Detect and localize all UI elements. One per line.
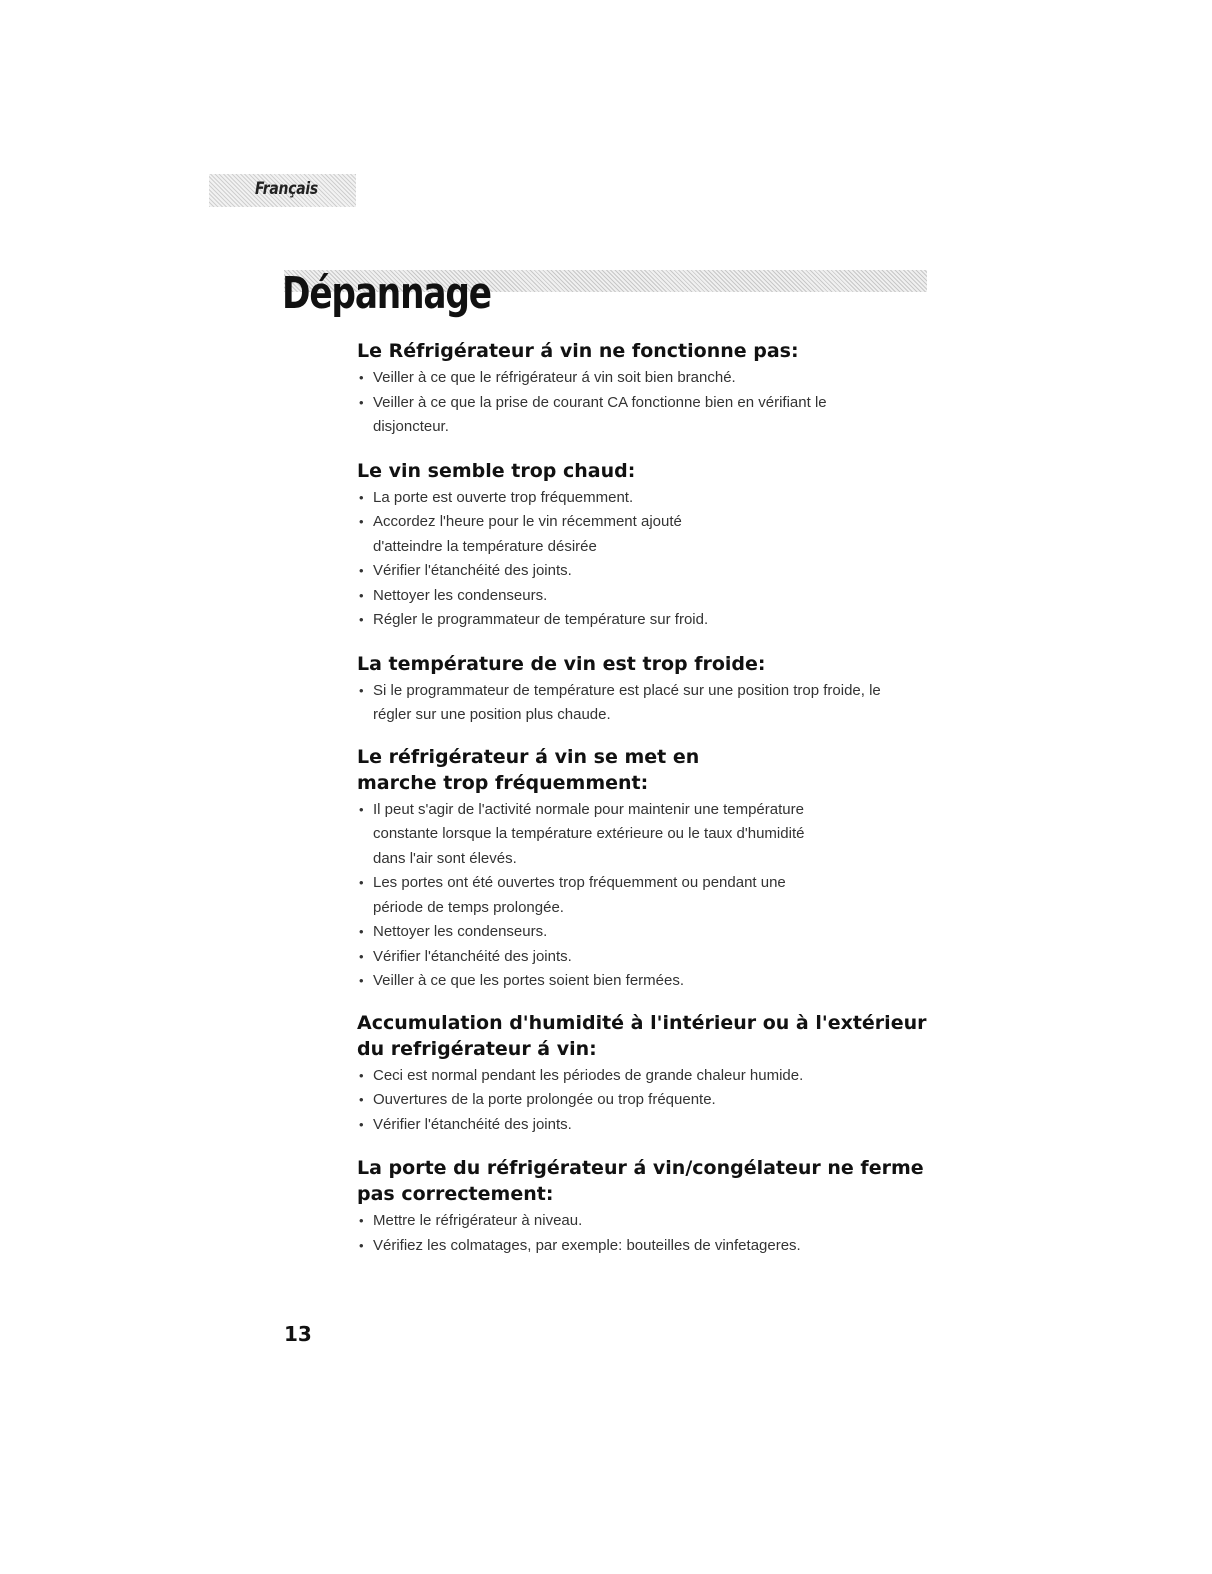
list-item: • Vérifier l'étanchéité des joints. xyxy=(357,1113,937,1138)
section-heading: Accumulation d'humidité à l'intérieur ou à l'extérieur du refrigérateur á vin: xyxy=(357,1011,927,1060)
section-heading: La porte du réfrigérateur á vin/congélateur ne ferme pas correctement: xyxy=(357,1157,924,1205)
section-humidity xyxy=(357,1010,937,1138)
page-number: 13 xyxy=(284,1322,312,1346)
list-item: • Vérifier l'étanchéité des joints. xyxy=(357,559,937,584)
troubleshooting-content xyxy=(357,338,937,1258)
list-item: • Nettoyer les condenseurs. xyxy=(357,584,937,609)
list-item: • Vérifier l'étanchéité des joints. xyxy=(357,945,937,970)
bullet-list xyxy=(357,366,937,440)
language-tab-label: Français xyxy=(255,179,318,199)
bullet-list xyxy=(357,679,937,728)
bullet-list xyxy=(357,1209,937,1258)
list-item: • Régler le programmateur de température sur froid. xyxy=(357,608,937,633)
bullet-list xyxy=(357,1064,937,1138)
section-door-not-closing xyxy=(357,1155,937,1258)
section-heading: Le réfrigérateur á vin se met en marche trop fréquemment: xyxy=(357,745,700,794)
section-runs-too-often xyxy=(357,744,937,994)
section-not-working xyxy=(357,338,937,440)
list-item: • Veiller à ce que les portes soient bien fermées. xyxy=(357,969,937,994)
list-item: • Mettre le réfrigérateur à niveau. xyxy=(357,1209,937,1234)
list-item: • Vérifiez les colmatages, par exemple: bouteilles de vinfetageres. xyxy=(357,1234,937,1259)
bullet-list xyxy=(357,798,937,994)
bullet-list xyxy=(357,486,937,633)
section-wine-too-warm xyxy=(357,458,937,633)
list-item: • Veiller à ce que la prise de courant CA fonctionne bien en vérifiant le disjoncteur. xyxy=(357,391,937,440)
list-item: • Veiller à ce que le réfrigérateur á vin soit bien branché. xyxy=(357,366,937,391)
list-item: • Les portes ont été ouvertes trop fréquemment ou pendant une période de temps prolongée. xyxy=(357,871,937,920)
list-item: • Il peut s'agir de l'activité normale pour maintenir une température constante lorsque la température extérieure ou le taux d'humidité dans l'air sont élevés. xyxy=(357,798,937,872)
section-heading: Le Réfrigérateur á vin ne fonctionne pas: xyxy=(357,340,799,362)
page-title: Dépannage xyxy=(282,268,491,319)
section-wine-too-cold xyxy=(357,651,937,728)
list-item: • Nettoyer les condenseurs. xyxy=(357,920,937,945)
section-heading: La température de vin est trop froide: xyxy=(357,652,766,675)
list-item: • Accordez l'heure pour le vin récemment ajouté d'atteindre la température désirée xyxy=(357,510,937,559)
list-item: • Ceci est normal pendant les périodes de grande chaleur humide. xyxy=(357,1064,937,1089)
language-tab xyxy=(209,174,356,207)
list-item: • La porte est ouverte trop fréquemment. xyxy=(357,486,937,511)
list-item: • Si le programmateur de température est placé sur une position trop froide, le régler sur une position plus chaude. xyxy=(357,679,937,728)
section-heading: Le vin semble trop chaud: xyxy=(357,459,636,482)
list-item: • Ouvertures de la porte prolongée ou trop fréquente. xyxy=(357,1088,937,1113)
